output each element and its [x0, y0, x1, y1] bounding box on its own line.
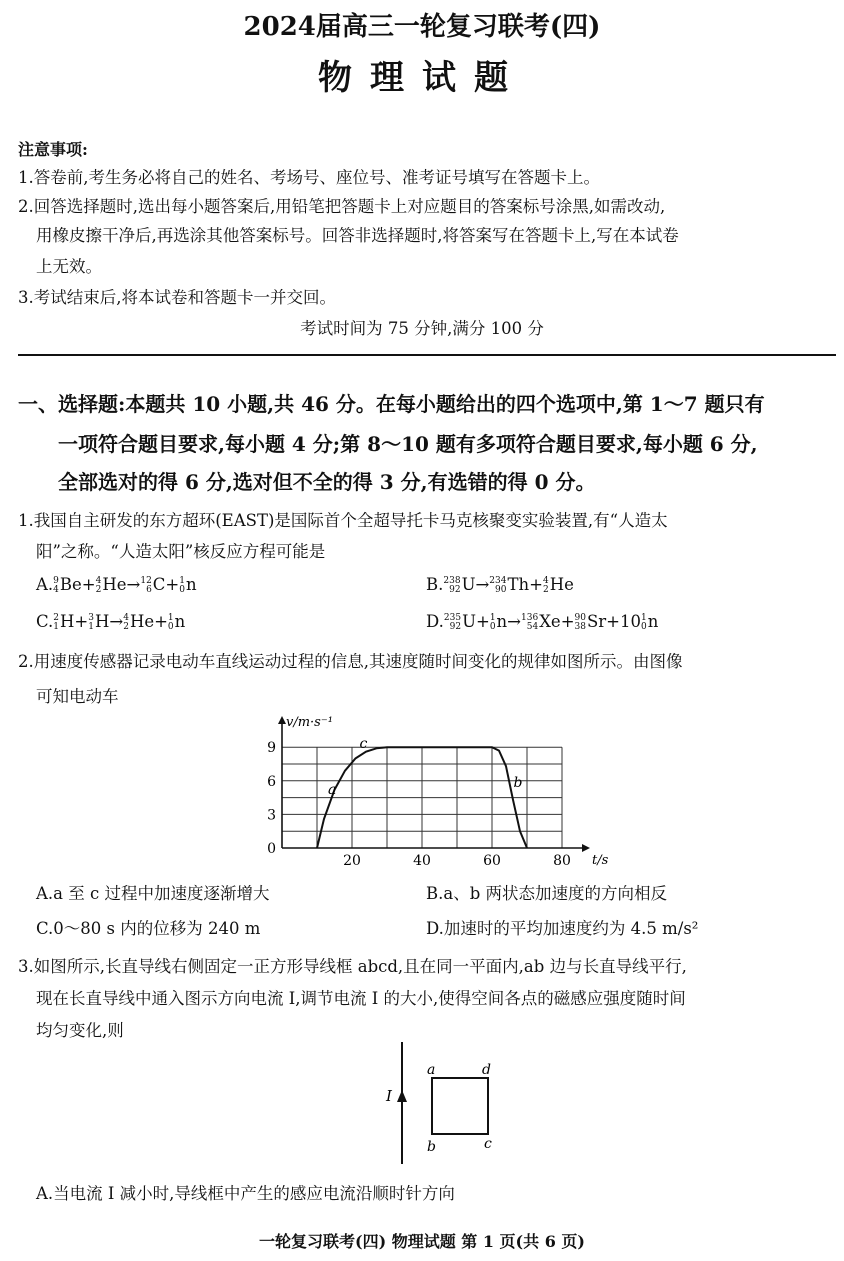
- x-tick-label: 60: [483, 853, 501, 869]
- y-tick-label: 3: [267, 807, 276, 824]
- wire-loop-figure: [380, 1040, 510, 1168]
- corner-c-label: c: [484, 1136, 492, 1152]
- q1-option-b: B.238 92U→234 90Th+4 2He: [426, 575, 574, 595]
- notice-item-1: 1.答卷前,考生务必将自己的姓名、考场号、座位号、准考证号填写在答题卡上。: [18, 168, 600, 187]
- q3-option-a: A.当电流 I 减小时,导线框中产生的感应电流沿顺时针方向: [36, 1184, 455, 1203]
- point-label-a: a: [328, 781, 337, 798]
- corner-a-label: a: [427, 1062, 436, 1078]
- q3-stem-line-2: 现在长直导线中通入图示方向电流 I,调节电流 I 的大小,使得空间各点的磁感应强度随时间: [36, 989, 686, 1008]
- page-footer: 一轮复习联考(四) 物理试题 第 1 页(共 6 页): [259, 1232, 585, 1251]
- q2-option-b: B.a、b 两状态加速度的方向相反: [426, 884, 668, 903]
- x-tick-label: 40: [413, 853, 431, 869]
- q1-option-a: A.9 4Be+4 2He→12 6C+1 0n: [36, 575, 197, 595]
- q1-stem-line-2: 阳”之称。“人造太阳”核反应方程可能是: [36, 542, 326, 561]
- q2-option-c: C.0～80 s 内的位移为 240 m: [36, 919, 261, 938]
- velocity-time-chart: [260, 712, 620, 870]
- current-arrow: [397, 1090, 407, 1102]
- q3-stem-line-1: 3.如图所示,长直导线右侧固定一正方形导线框 abcd,且在同一平面内,ab 边与长直导线平行,: [18, 957, 687, 976]
- section-heading-line-2: 一项符合题目要求,每小题 4 分;第 8～10 题有多项符合题目要求,每小题 6 分,: [58, 432, 758, 456]
- point-label-c: c: [359, 735, 368, 752]
- x-axis-arrow: [582, 844, 590, 852]
- corner-d-label: d: [482, 1062, 491, 1078]
- x-tick-label: 80: [553, 853, 571, 869]
- current-label: I: [386, 1087, 392, 1105]
- point-label-b: b: [513, 775, 523, 792]
- notice-item-3: 3.考试结束后,将本试卷和答题卡一并交回。: [18, 288, 336, 307]
- notice-item-2-end: 上无效。: [36, 257, 102, 276]
- exam-time-info: 考试时间为 75 分钟,满分 100 分: [300, 319, 544, 338]
- notice-item-2-cont: 用橡皮擦干净后,再选涂其他答案标号。回答非选择题时,将答案写在答题卡上,写在本试卷: [36, 226, 679, 245]
- q2-stem-line-2: 可知电动车: [36, 687, 119, 706]
- q2-option-a: A.a 至 c 过程中加速度逐渐增大: [36, 884, 270, 903]
- q3-stem-line-3: 均匀变化,则: [36, 1021, 124, 1040]
- section-heading-line-1: 一、选择题:本题共 10 小题,共 46 分。在每小题给出的四个选项中,第 1～7 题只有: [18, 392, 765, 416]
- y-tick-label: 6: [267, 773, 276, 790]
- q1-stem-line-1: 1.我国自主研发的东方超环(EAST)是国际首个全超导托卡马克核聚变实验装置,有“人造太: [18, 511, 668, 530]
- q2-option-d: D.加速时的平均加速度约为 4.5 m/s²: [426, 919, 699, 938]
- x-tick-label: 20: [343, 853, 361, 869]
- q1-option-c: C.2 1H+3 1H→4 2He+1 0n: [36, 612, 186, 632]
- corner-b-label: b: [427, 1139, 436, 1155]
- section-heading-line-3: 全部选对的得 6 分,选对但不全的得 3 分,有选错的得 0 分。: [58, 470, 596, 494]
- q2-stem-line-1: 2.用速度传感器记录电动车直线运动过程的信息,其速度随时间变化的规律如图所示。由图像: [18, 652, 683, 671]
- y-axis-label: v/m·s⁻¹: [286, 715, 333, 730]
- subject-title: 物理试题: [318, 58, 526, 98]
- square-loop: [432, 1078, 488, 1134]
- y-tick-label: 9: [267, 740, 276, 757]
- notice-item-2: 2.回答选择题时,选出每小题答案后,用铅笔把答题卡上对应题目的答案标号涂黑,如需改动,: [18, 197, 666, 216]
- divider-line: [18, 354, 836, 356]
- x-axis-label: t/s: [592, 853, 609, 868]
- y-axis-arrow: [278, 716, 286, 724]
- notice-heading: 注意事项:: [18, 140, 88, 159]
- exam-title: 2024届高三一轮复习联考(四): [243, 12, 601, 42]
- y-tick-label: 0: [267, 841, 276, 857]
- q1-option-d: D.235 92U+1 0n→136 54Xe+90 38Sr+101 0n: [426, 612, 659, 632]
